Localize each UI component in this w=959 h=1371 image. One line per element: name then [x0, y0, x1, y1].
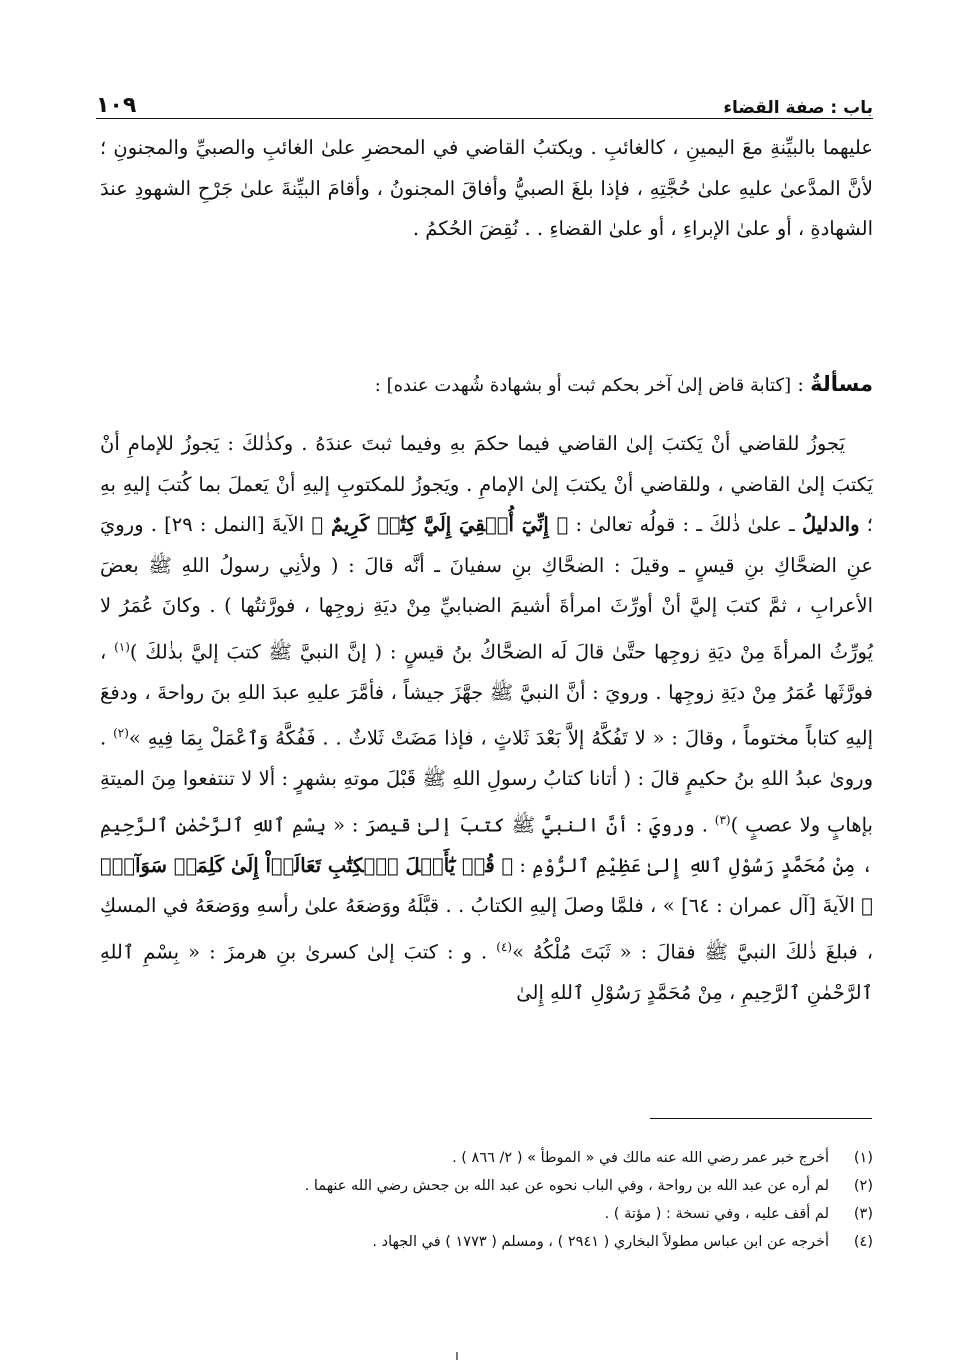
issue-title: [كتابة قاض إلىٰ آخر بحكم ثبت أو بشهادة شُهدت عنده] :: [374, 375, 792, 396]
text-segment: ـ علىٰ ذٰلكَ ـ : قولُه تعالىٰ :: [568, 513, 802, 536]
footnote-1: [100, 1150, 873, 1178]
footnote-ref: (٣): [714, 812, 731, 827]
quran-verse: ﴿ قُلۡ يَٰٓأَهۡلَ ٱلۡكِتَٰبِ تَعَالَوۡاْ إِلَىٰ كَلِمَةٖ سَوَآءِۭ ﴾: [100, 853, 873, 917]
footnote-text: لم أقف عليه ، وفي نسخة : ( مؤتة ) .: [604, 1206, 829, 1222]
scan-mark: [456, 1352, 458, 1360]
paragraph-issue-body: [100, 424, 873, 1013]
footnote-number: (٤): [853, 1234, 873, 1250]
issue-heading: [100, 366, 873, 404]
footnote-number: (١): [853, 1150, 873, 1166]
footnote-ref: (٢): [113, 726, 129, 740]
footnote-text: أخرج خبر عمر رضي الله عنه مالك في « الموطأ » ( ٢/ ٨٦٦ ) .: [452, 1150, 829, 1166]
issue-label: مسألةٌ: [810, 372, 873, 396]
text-segment: ، فورَّثَها عُمَرُ مِنْ ديَةِ زوجِها . ورويَ : أنَّ النبيَّ ﷺ جهَّزَ جيشاً ، فأمَّرَ عليهِ عبدَ اللهِ بنَ رواحةَ ، ودفعَ إليهِ كتاباً مختوماً ، وقالَ : « لا تَفُكَّهُ إلاَّ بَعْدَ ثَلاثٍ ، فإذا مَضَتْ ثَلاثٌ . . فَفُكَّهُ وَٱعْمَلْ بِمَا فِيهِ »: [100, 640, 873, 750]
footnote-number: (٣): [853, 1206, 873, 1222]
page-number: ١٠٩: [96, 93, 137, 118]
footnote-text: لم أره عن عبد الله بن رواحة ، وفي الباب نحوه عن عبد الله بن جحش رضي الله عنهما .: [304, 1178, 829, 1194]
footnote-ref: (١): [114, 639, 130, 654]
evidence-keyword: والدليلُ: [801, 513, 860, 536]
footnote-4: [100, 1234, 873, 1262]
text-segment: الآيةَ [النمل : ٢٩] . ورويَ عنِ الضحَّاكِ بنِ قيسٍ ـ وقيلَ : الضحَّاكِ بنِ سفيانَ ـ أنَّه قالَ : ( ولأنِي رسولُ اللهِ ﷺ بعضَ الأعرابِ ، ثمَّ كتبَ إليَّ أنْ أورِّثَ امرأةَ أشيمَ الضبابيِّ مِنْ ديَةِ زوجِها ، فورَّثتُها ) . وكانَ عُمَرُ لا يُورِّثُ المرأةَ مِنْ ديَةِ زوجِها حتَّىٰ قالَ لَه الضحَّاكُ بنُ قيسٍ : ( إنَّ النبيَّ ﷺ كتبَ إليَّ بذٰلكَ ): [100, 513, 873, 663]
footnote-text: أخرجه عن ابن عباس مطولاً البخاري ( ٢٩٤١ ) ، ومسلم ( ١٧٧٣ ) في الجهاد .: [372, 1234, 829, 1250]
text-segment: . و : كتبَ إلىٰ كسرىٰ بنِ هرمزَ : « بِسْمِ ٱللهِ ٱلرَّحْمٰنِ ٱلرَّحِيمِ ، مِنْ مُحَمَّدٍ رَسُوْلِ ٱللهِ إِلىٰ: [100, 940, 873, 1004]
running-title: باب : صفة القضاء: [723, 98, 873, 118]
paragraph-continued: عليهما بالبيِّنةِ معَ اليمينِ ، كالغائبِ . ويكتبُ القاضي في المحضرِ علىٰ الغائبِ والصبيِّ والمجنونِ ؛ لأنَّ المدَّعىٰ عليهِ علىٰ حُجَّتِهِ ، فإذا بلغَ الصبيُّ وأفاقَ المجنونُ ، وأقامَ البيِّنةَ علىٰ جَرْحِ الشهودِ عندَ الشهادةِ ، أو علىٰ الإبراءِ ، أو علىٰ القضاءِ . . نُقِضَ الحُكمُ .: [100, 136, 873, 240]
quran-verse: ﴿ إِنِّيٓ أُلۡقِيَ إِلَيَّ كِتَٰبٞ كَرِيمٌ ﴾: [311, 513, 569, 536]
footnotes: [100, 1150, 873, 1262]
issue-separator: :: [791, 373, 811, 396]
footnote-ref: (٤): [496, 939, 513, 954]
text-segment: . وروىٰ عبدُ اللهِ بنُ حكيمٍ قالَ : ( أتانا كتابُ رسولِ اللهِ ﷺ قَبْلَ موتهِ بشهرٍ : ألا لا تنتفعوا مِنَ الميتةِ بإهابٍ ولا عصبٍ ): [100, 726, 873, 836]
footnote-rule: [650, 1118, 872, 1119]
running-header: [96, 84, 873, 118]
issue-body-text: [100, 424, 873, 1013]
text-segment: الآيةَ [آل عمران : ٦٤] » ، فلمَّا وصلَ إليهِ الكتابُ . . قبَّلَهُ ووَضعَهُ علىٰ رأسهِ ووَضعَهُ في المسكِ ، فبلغَ ذٰلكَ النبيَّ ﷺ فقالَ : « ثَبَتَ مُلْكُهُ »: [100, 894, 873, 963]
footnote-3: [100, 1206, 873, 1234]
footnote-number: (٢): [853, 1178, 873, 1194]
header-rule: [96, 118, 873, 119]
footnote-2: [100, 1178, 873, 1206]
text-segment: . ورويَ : أنَّ النبيَّ ﷺ كتبَ إلىٰ قيصرَ : « بِسْمِ ٱللهِ ٱلرَّحْمٰنِ ٱلرَّحِيمِ ، مِنْ مُحَمَّدٍ رَسُوْلِ ٱللهِ إِلىٰ عَظِيْمِ ٱلرُّوْمِ :: [100, 813, 873, 877]
text-segment: يَجوزُ للقاضي أنْ يَكتبَ إلىٰ القاضي فيما حكمَ بهِ وفيما ثبتَ عندَهُ . وكذٰلكَ : يَجوزُ للإمامِ أنْ يَكتبَ إلىٰ القاضي ، وللقاضي أنْ يكتبَ إلىٰ الإمامِ . ويَجوزُ للمكتوبِ إليهِ أنْ يَعملَ بما كُتبَ إليهِ بهِ ؛: [100, 432, 873, 536]
